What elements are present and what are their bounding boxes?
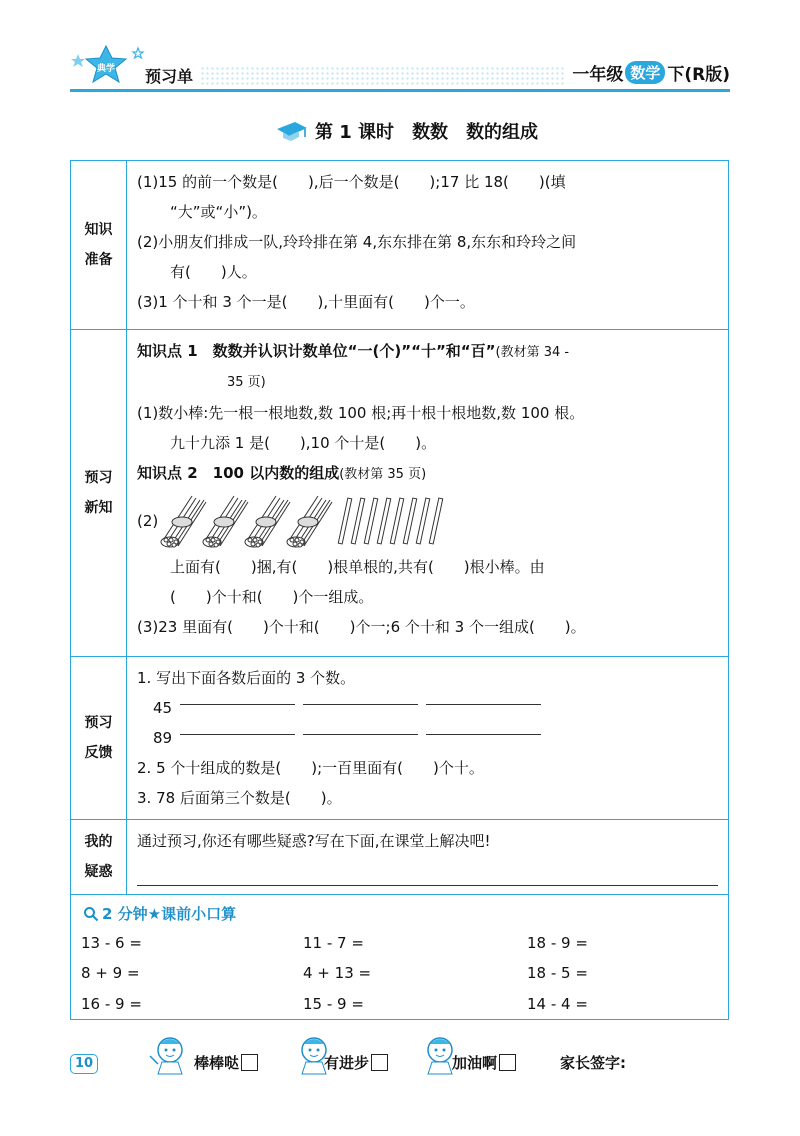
fb-row-89: 89 bbox=[137, 723, 718, 753]
section-new-knowledge bbox=[71, 330, 728, 657]
kp1-title: 知识点 1 数数并认识计数单位“一(个)”“十”和“百”(教材第 34 - bbox=[137, 342, 570, 360]
calc-item: 4 + 13 = bbox=[303, 964, 372, 982]
calc-item: 14 - 4 = bbox=[527, 995, 588, 1013]
page-header bbox=[70, 60, 730, 92]
answer-blank[interactable] bbox=[180, 734, 295, 735]
lesson-topic-1: 数数 bbox=[412, 122, 449, 143]
q2-line-1: 上面有( )捆,有( )根单根的,共有( )根小棒。由 bbox=[170, 558, 545, 576]
lesson-title bbox=[275, 118, 556, 144]
calc-item: 16 - 9 = bbox=[81, 995, 142, 1013]
section-content bbox=[127, 330, 728, 656]
section-feedback bbox=[71, 657, 728, 820]
oral-calc-title: 2 分钟★课前小口算 bbox=[83, 903, 236, 924]
edition: 下(R版) bbox=[667, 65, 730, 85]
q2-line-2: ( )个十和( )个一组成。 bbox=[170, 588, 374, 606]
section-label: 预习 新知 bbox=[71, 330, 127, 656]
grade: 一年级 bbox=[572, 65, 624, 85]
q1-line-1: (1)数小棒:先一根一根地数,数 100 根;再十根十根地数,数 100 根。 bbox=[137, 404, 585, 422]
star-badge-icon bbox=[68, 44, 148, 88]
lesson-number: 第 1 课时 bbox=[315, 122, 395, 143]
checkbox[interactable] bbox=[241, 1054, 258, 1071]
calc-item: 8 + 9 = bbox=[81, 964, 140, 982]
page-footer bbox=[70, 1040, 730, 1100]
kp2-title: 知识点 2 100 以内数的组成(教材第 35 页) bbox=[137, 464, 427, 482]
header-dots bbox=[200, 66, 565, 86]
fb-q2: 2. 5 个十组成的数是( );一百里面有( )个十。 bbox=[137, 759, 484, 777]
q1-line-2: 九十九添 1 是( ),10 个十是( )。 bbox=[170, 434, 437, 452]
section-label: 我的 疑惑 bbox=[71, 820, 127, 894]
badge-text: 典学 bbox=[96, 64, 116, 74]
header-rule bbox=[70, 89, 730, 92]
page-number: 10 bbox=[70, 1054, 98, 1074]
checkbox[interactable] bbox=[499, 1054, 516, 1071]
magnifier-icon bbox=[83, 906, 99, 922]
prep-line-4: 有( )人。 bbox=[170, 263, 257, 281]
lesson-topic-2: 数的组成 bbox=[466, 122, 539, 143]
calc-item: 15 - 9 = bbox=[303, 995, 364, 1013]
prep-line-1: (1)15 的前一个数是( ),后一个数是( );17 比 18( )(填 bbox=[137, 173, 566, 191]
section-content bbox=[127, 161, 728, 329]
prep-line-2: “大”或“小”)。 bbox=[170, 203, 267, 221]
answer-blank[interactable] bbox=[180, 704, 295, 705]
kp1-ref-cont: 35 页) bbox=[227, 375, 266, 390]
section-label: 预习 反馈 bbox=[71, 657, 127, 819]
checkbox[interactable] bbox=[371, 1054, 388, 1071]
answer-blank[interactable] bbox=[303, 704, 418, 705]
subject-pill: 数学 bbox=[625, 61, 665, 84]
section-content bbox=[127, 657, 728, 819]
prep-line-3: (2)小朋友们排成一队,玲玲排在第 4,东东排在第 8,东东和玲玲之间 bbox=[137, 233, 577, 251]
answer-blank[interactable] bbox=[426, 734, 541, 735]
calc-item: 18 - 5 = bbox=[527, 964, 588, 982]
cheering-kid-icon bbox=[148, 1034, 192, 1082]
bundled-sticks-icon bbox=[158, 492, 448, 550]
answer-blank[interactable] bbox=[426, 704, 541, 705]
header-label: 预习单 bbox=[145, 67, 194, 86]
fb-q3: 3. 78 后面第三个数是( )。 bbox=[137, 789, 342, 807]
graduation-cap-icon bbox=[275, 119, 309, 143]
fb-q1: 1. 写出下面各数后面的 3 个数。 bbox=[137, 669, 356, 687]
section-knowledge-prep bbox=[71, 161, 728, 330]
fb-row-45: 45 bbox=[137, 693, 718, 723]
doubt-write-line[interactable] bbox=[137, 885, 718, 886]
calc-item: 18 - 9 = bbox=[527, 934, 588, 952]
sticks-figure bbox=[137, 490, 718, 552]
rating-keep-going[interactable]: 加油啊 bbox=[452, 1052, 516, 1073]
section-doubts bbox=[71, 820, 728, 894]
rating-great[interactable]: 棒棒哒 bbox=[194, 1052, 258, 1073]
parent-signature[interactable]: 家长签字: bbox=[560, 1054, 626, 1072]
q3-line: (3)23 里面有( )个十和( )个一;6 个十和 3 个一组成( )。 bbox=[137, 618, 586, 636]
prep-line-5: (3)1 个十和 3 个一是( ),十里面有( )个一。 bbox=[137, 293, 475, 311]
rating-progress[interactable]: 有进步 bbox=[324, 1052, 388, 1073]
answer-blank[interactable] bbox=[303, 734, 418, 735]
section-content bbox=[127, 820, 728, 894]
oral-calc-section bbox=[70, 893, 729, 1020]
calc-item: 13 - 6 = bbox=[81, 934, 142, 952]
calc-item: 11 - 7 = bbox=[303, 934, 364, 952]
section-label: 知识 准备 bbox=[71, 161, 127, 329]
preview-table bbox=[70, 160, 729, 895]
q2-label: (2) bbox=[137, 512, 159, 530]
header-grade-info bbox=[572, 60, 730, 85]
doubt-prompt: 通过预习,你还有哪些疑惑?写在下面,在课堂上解决吧! bbox=[137, 832, 491, 850]
